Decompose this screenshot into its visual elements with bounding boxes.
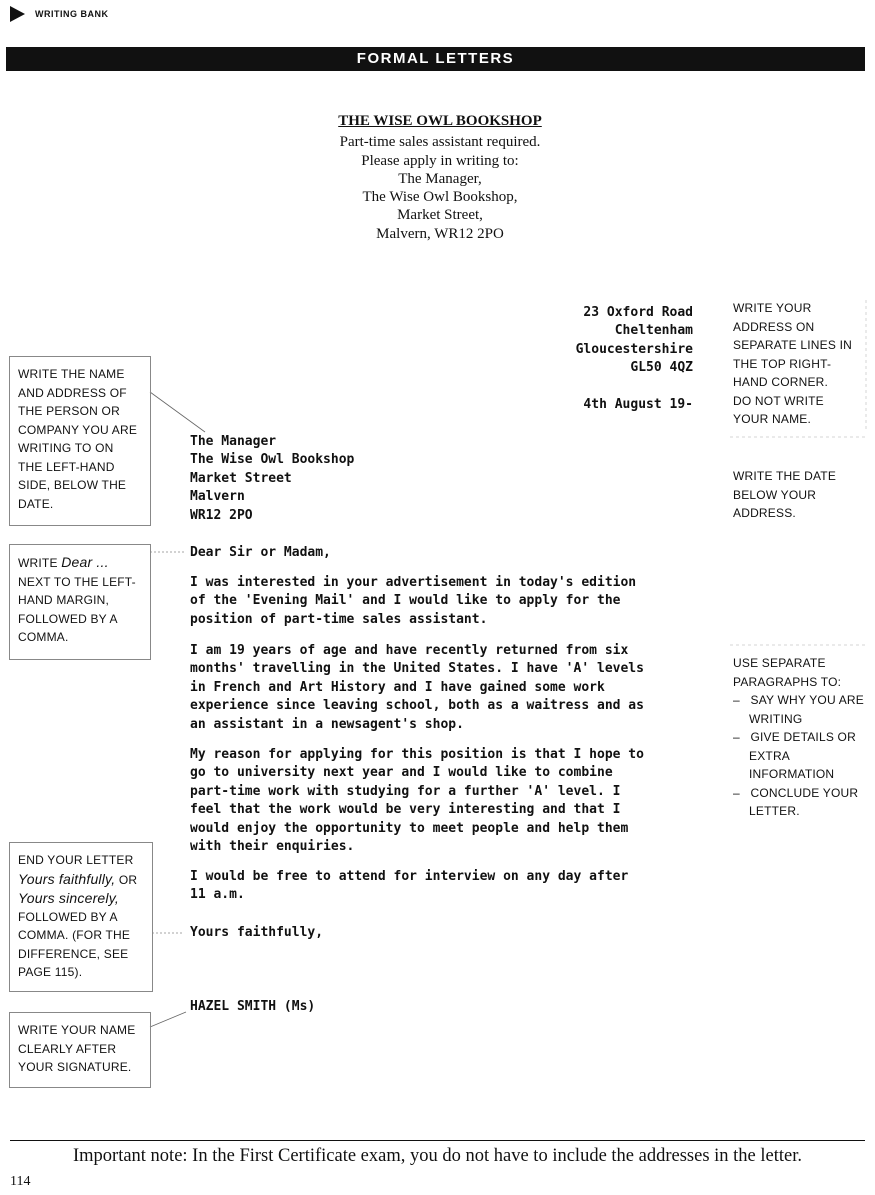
note-bullet: – SAY WHY YOU ARE WRITING xyxy=(733,693,864,726)
salutation-note-box xyxy=(9,544,151,660)
paragraph-line: feel that the work would be very interesting and that I xyxy=(190,802,621,818)
note-line: PAGE 115). xyxy=(18,965,83,979)
recipient-address xyxy=(190,433,354,525)
note-line: THE PERSON OR xyxy=(18,404,120,418)
paragraph-line: with their enquiries. xyxy=(190,839,355,855)
note-line: WRITE THE NAME xyxy=(18,367,125,381)
ending-note-box xyxy=(9,842,153,992)
note-line: HAND MARGIN, xyxy=(18,593,110,607)
section-label: WRITING BANK xyxy=(35,9,109,19)
salutation: Dear Sir or Madam, xyxy=(190,545,331,560)
sender-address xyxy=(576,304,693,378)
note-italic: Yours faithfully, xyxy=(18,870,116,887)
letter-paragraph-1 xyxy=(190,574,710,629)
signature-name: HAZEL SMITH (Ms) xyxy=(190,999,316,1014)
paragraph-line: I would be free to attend for interview on any day after xyxy=(190,869,629,884)
letter-paragraph-2 xyxy=(190,642,710,734)
note-line: WRITE THE DATE xyxy=(733,469,837,483)
page-title-banner: FORMAL LETTERS xyxy=(6,47,865,71)
paragraph-line: My reason for applying for this position is that I hope to xyxy=(190,747,644,762)
note-or: OR xyxy=(115,872,138,887)
note-line: AND ADDRESS OF xyxy=(18,385,127,400)
advert-line: The Wise Owl Bookshop, xyxy=(362,189,518,206)
note-line: PARAGRAPHS TO: xyxy=(733,674,842,689)
note-italic-line: Yours sincerely, xyxy=(18,890,119,906)
page-number: 114 xyxy=(10,1174,31,1189)
name-note-box xyxy=(9,1012,151,1088)
note-line: YOUR NAME. xyxy=(733,412,812,426)
recipient-address-line: Market Street xyxy=(190,470,292,486)
recipient-address-line: Malvern xyxy=(190,489,245,505)
paragraph-line: of the 'Evening Mail' and I would like to apply for the xyxy=(190,593,621,609)
note-line: USE SEPARATE xyxy=(733,656,826,670)
note-bullet-text: CONCLUDE YOUR LETTER. xyxy=(749,785,859,818)
note-line: COMMA. xyxy=(18,630,69,644)
note-line: BELOW YOUR xyxy=(733,487,817,502)
advert-line: Malvern, WR12 2PO xyxy=(376,225,504,242)
footer-rule xyxy=(10,1140,865,1141)
sender-address-line: GL50 4QZ xyxy=(630,360,693,376)
note-line: DO NOT WRITE xyxy=(733,393,824,408)
advert-title: THE WISE OWL BOOKSHOP xyxy=(338,113,542,129)
letter-closing: Yours faithfully, xyxy=(190,925,324,940)
paragraph-line: would enjoy the opportunity to meet people and help them xyxy=(190,820,629,836)
sender-address-line: Cheltenham xyxy=(614,323,693,339)
paragraph-line: 11 a.m. xyxy=(190,887,245,903)
paragraph-line: go to university next year and I would like to combine xyxy=(190,765,613,781)
note-line xyxy=(18,870,146,890)
note-line: DATE. xyxy=(18,496,54,511)
recipient-address-line: The Manager xyxy=(190,434,277,449)
note-bullet: – GIVE DETAILS OR EXTRA INFORMATION xyxy=(733,730,856,781)
paragraph-line: experience since leaving school, both as a waitress and as xyxy=(190,698,644,714)
note-line: WRITING TO ON xyxy=(18,441,114,455)
sender-address-line: Gloucestershire xyxy=(575,341,693,357)
note-line: END YOUR LETTER xyxy=(18,853,134,867)
advert-line: The Manager, xyxy=(398,170,482,187)
note-line: SEPARATE LINES IN xyxy=(733,338,852,352)
note-line: SIDE, BELOW THE xyxy=(18,478,127,492)
note-line: THE LEFT-HAND xyxy=(18,459,115,474)
letter-paragraph-3 xyxy=(190,746,710,856)
sender-address-line: 23 Oxford Road xyxy=(583,305,693,320)
letter-paragraph-4 xyxy=(190,868,710,905)
paragraph-line: in French and Art History and I have gained some work xyxy=(190,679,605,695)
paragraph-line: I was interested in your advertisement in today's edition xyxy=(190,575,637,590)
note-line: ADDRESS ON xyxy=(733,319,815,334)
note-line: FOLLOWED BY A xyxy=(18,909,118,924)
recipient-note-box xyxy=(9,356,151,526)
note-prefix: WRITE xyxy=(18,556,62,570)
note-bullet-text: SAY WHY YOU ARE WRITING xyxy=(749,693,864,726)
note-line: COMMA. (FOR THE xyxy=(18,928,131,942)
note-bullet-text: GIVE DETAILS OR EXTRA INFORMATION xyxy=(749,730,856,781)
note-line: FOLLOWED BY A xyxy=(18,611,118,626)
paragraph-line: months' travelling in the United States. I have 'A' levels xyxy=(190,661,644,677)
advert-line: Market Street, xyxy=(397,207,483,224)
note-line: DIFFERENCE, SEE xyxy=(18,946,129,961)
note-line: CLEARLY AFTER xyxy=(18,1041,117,1056)
important-note: Important note: In the First Certificate exam, you do not have to include the addresses in the letter. xyxy=(72,1146,802,1166)
note-line: COMPANY YOU ARE xyxy=(18,422,138,437)
recipient-address-line: WR12 2PO xyxy=(190,507,253,523)
note-line: THE TOP RIGHT- xyxy=(733,356,832,371)
note-line xyxy=(18,553,144,573)
note-line: YOUR SIGNATURE. xyxy=(18,1060,132,1074)
date-note xyxy=(733,467,868,523)
paragraph-line: part-time work with studying for a further 'A' level. I xyxy=(190,783,621,799)
note-line: WRITE YOUR xyxy=(733,301,812,315)
paragraph-line: an assistant in a newsagent's shop. xyxy=(190,716,464,732)
note-line: NEXT TO THE LEFT- xyxy=(18,574,136,589)
note-line: WRITE YOUR NAME xyxy=(18,1023,136,1037)
recipient-address-line: The Wise Owl Bookshop xyxy=(190,452,355,468)
note-line: HAND CORNER. xyxy=(733,375,829,389)
advert-line: Please apply in writing to: xyxy=(361,152,519,169)
paragraph-note xyxy=(733,654,865,821)
paragraph-line: position of part-time sales assistant. xyxy=(190,611,488,627)
paragraph-line: I am 19 years of age and have recently returned from six xyxy=(190,643,629,658)
advert-line: Part-time sales assistant required. xyxy=(339,134,541,151)
note-bullet: – CONCLUDE YOUR LETTER. xyxy=(733,785,859,818)
note-line: ADDRESS. xyxy=(733,506,796,520)
letter-date: 4th August 19- xyxy=(583,397,693,412)
address-note xyxy=(733,299,868,429)
note-italic: Dear ... xyxy=(61,554,109,570)
